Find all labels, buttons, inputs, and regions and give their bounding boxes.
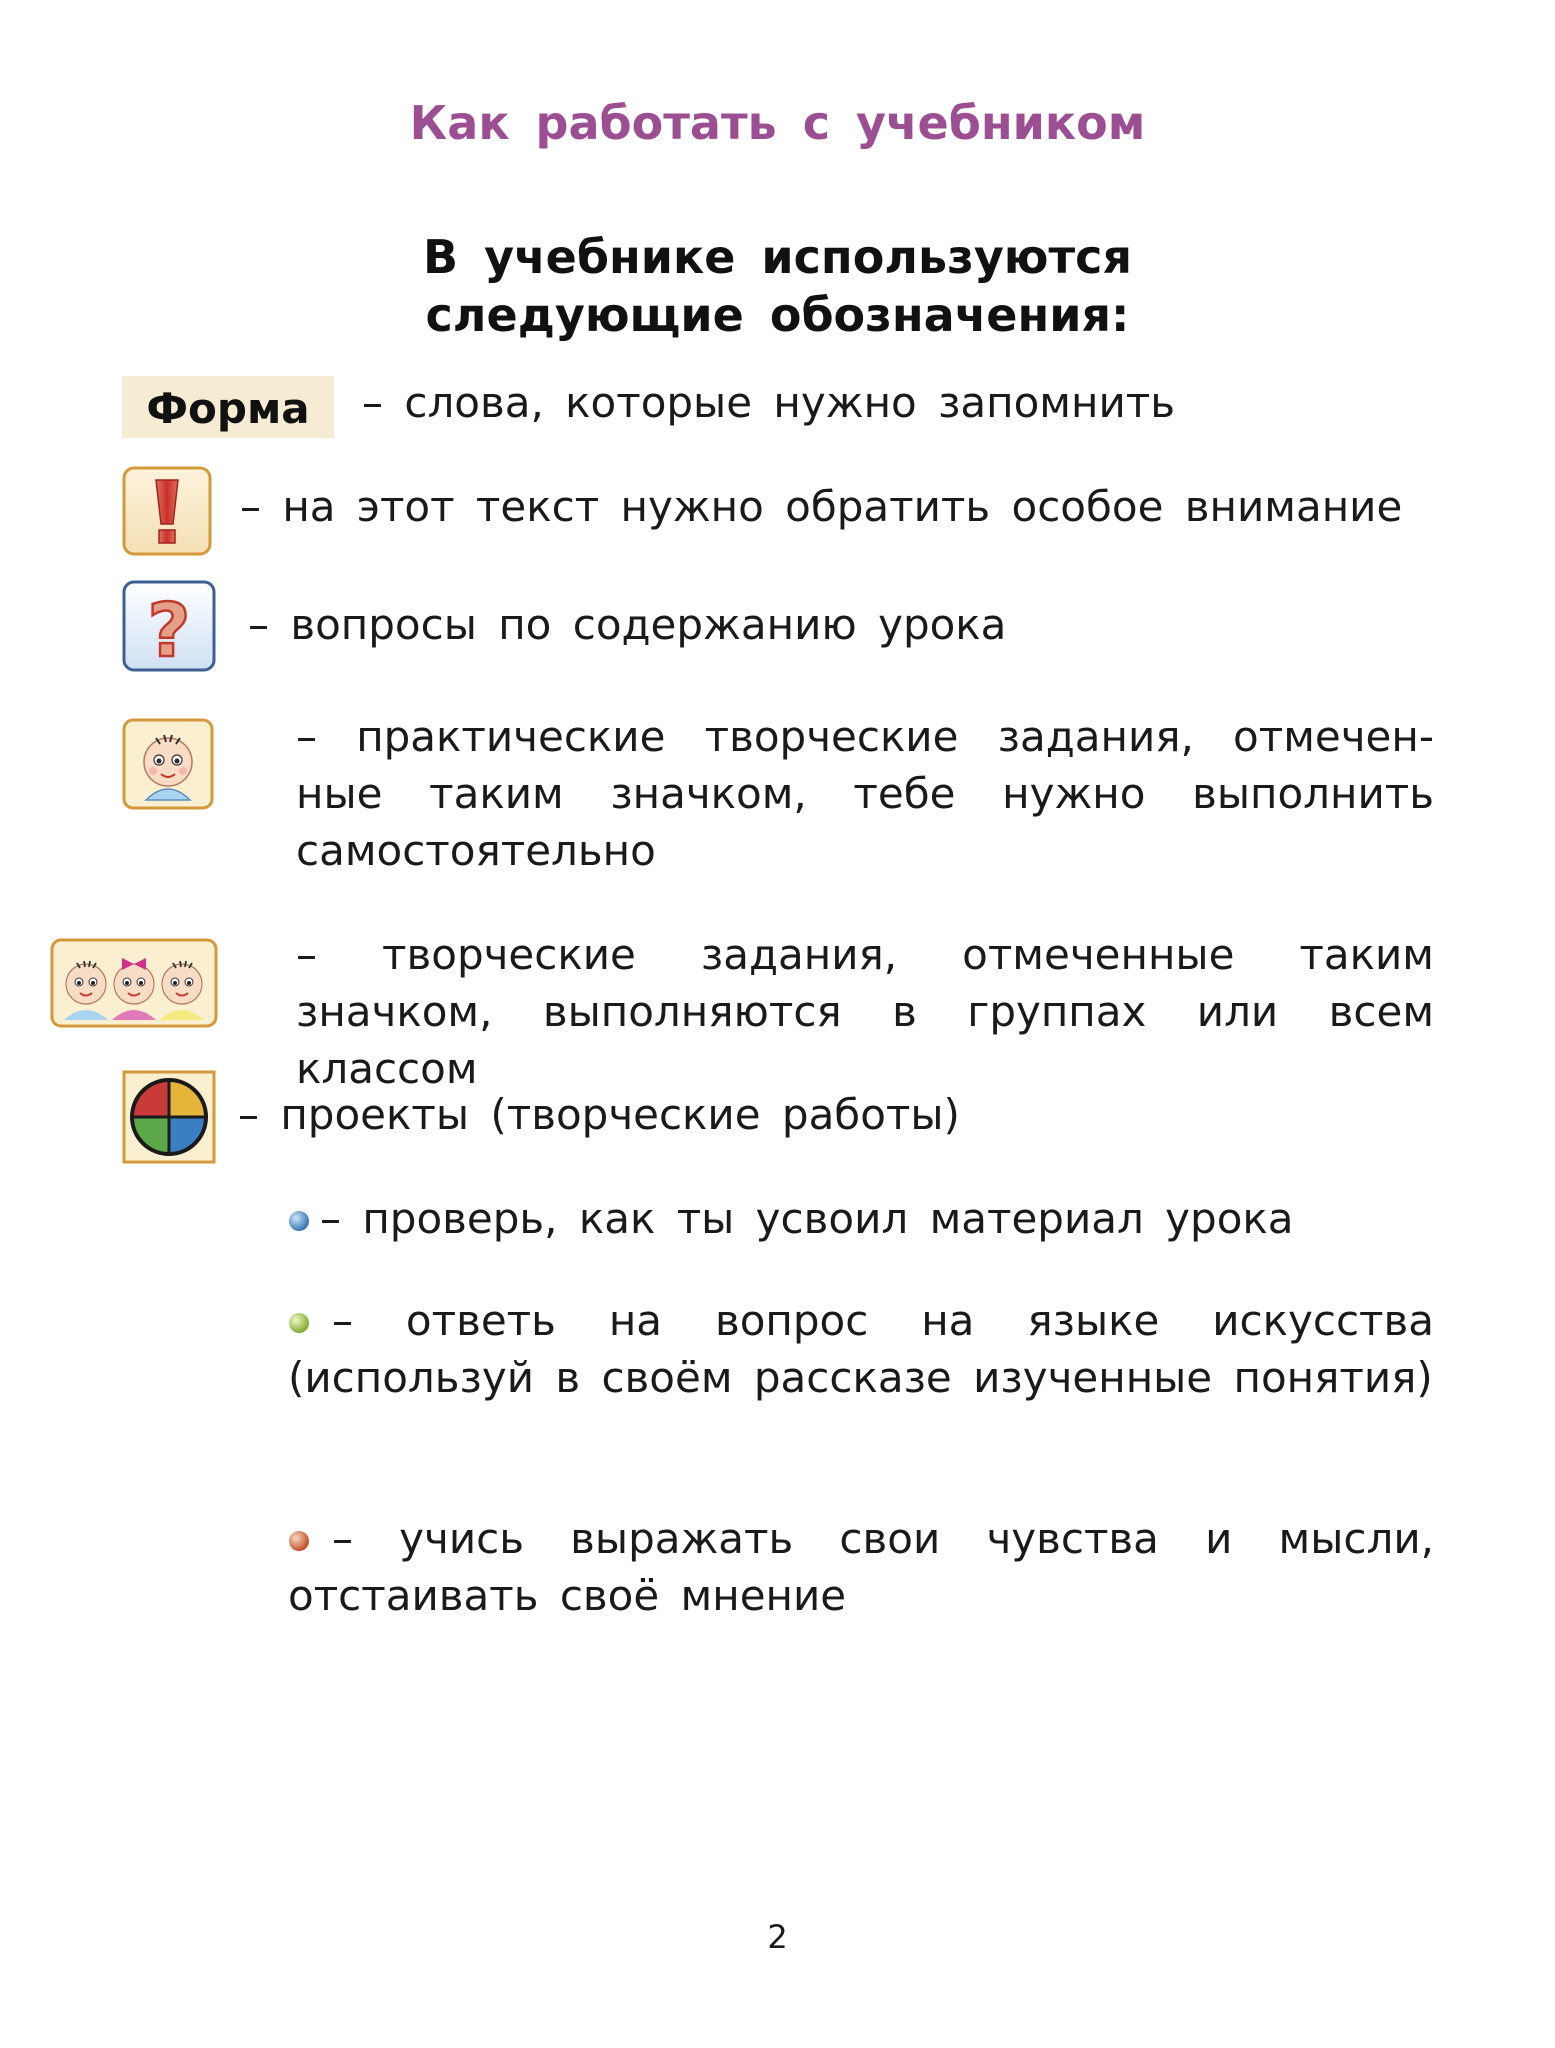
exclamation-icon <box>122 466 212 556</box>
subtitle-line-1: В учебнике используются <box>423 230 1132 284</box>
blue-dot-icon <box>288 1210 310 1232</box>
page-title: Как работать с учебником <box>409 96 1146 150</box>
legend-text-projects: – проекты (творческие работы) <box>238 1090 960 1139</box>
legend-text-group-tasks: – творческие задания, отмеченные таким значком, выполняются в группах или всем классом <box>296 930 1434 1093</box>
page-number: 2 <box>767 1918 788 1956</box>
legend-text-individual-tasks: – практические творческие задания, отмечен-ные таким значком, тебе нужно выполнить самостоятельно <box>296 712 1434 875</box>
four-color-circle-icon <box>122 1070 216 1164</box>
section-subtitle <box>0 228 1555 344</box>
bullet-text-answer: – ответь на вопрос на языке искусства (используй в своём рассказе изученные понятия) <box>288 1296 1434 1402</box>
legend-text-attention: – на этот текст нужно обратить особое внимание <box>240 482 1403 531</box>
question-icon <box>122 580 216 672</box>
svg-text:?: ? <box>147 588 191 672</box>
single-child-icon <box>122 718 214 810</box>
bullet-text-express: – учись выражать свои чувства и мысли, отстаивать своё мнение <box>288 1514 1434 1620</box>
legend-text-words: – слова, которые нужно запомнить <box>362 378 1175 427</box>
highlight-word-box: Форма <box>122 376 334 438</box>
group-children-icon <box>50 938 218 1028</box>
legend-text-questions: – вопросы по содержанию урока <box>248 600 1007 649</box>
subtitle-line-2: следующие обозначения: <box>425 288 1130 342</box>
bullet-text-check: – проверь, как ты усвоил материал урока <box>320 1194 1294 1243</box>
